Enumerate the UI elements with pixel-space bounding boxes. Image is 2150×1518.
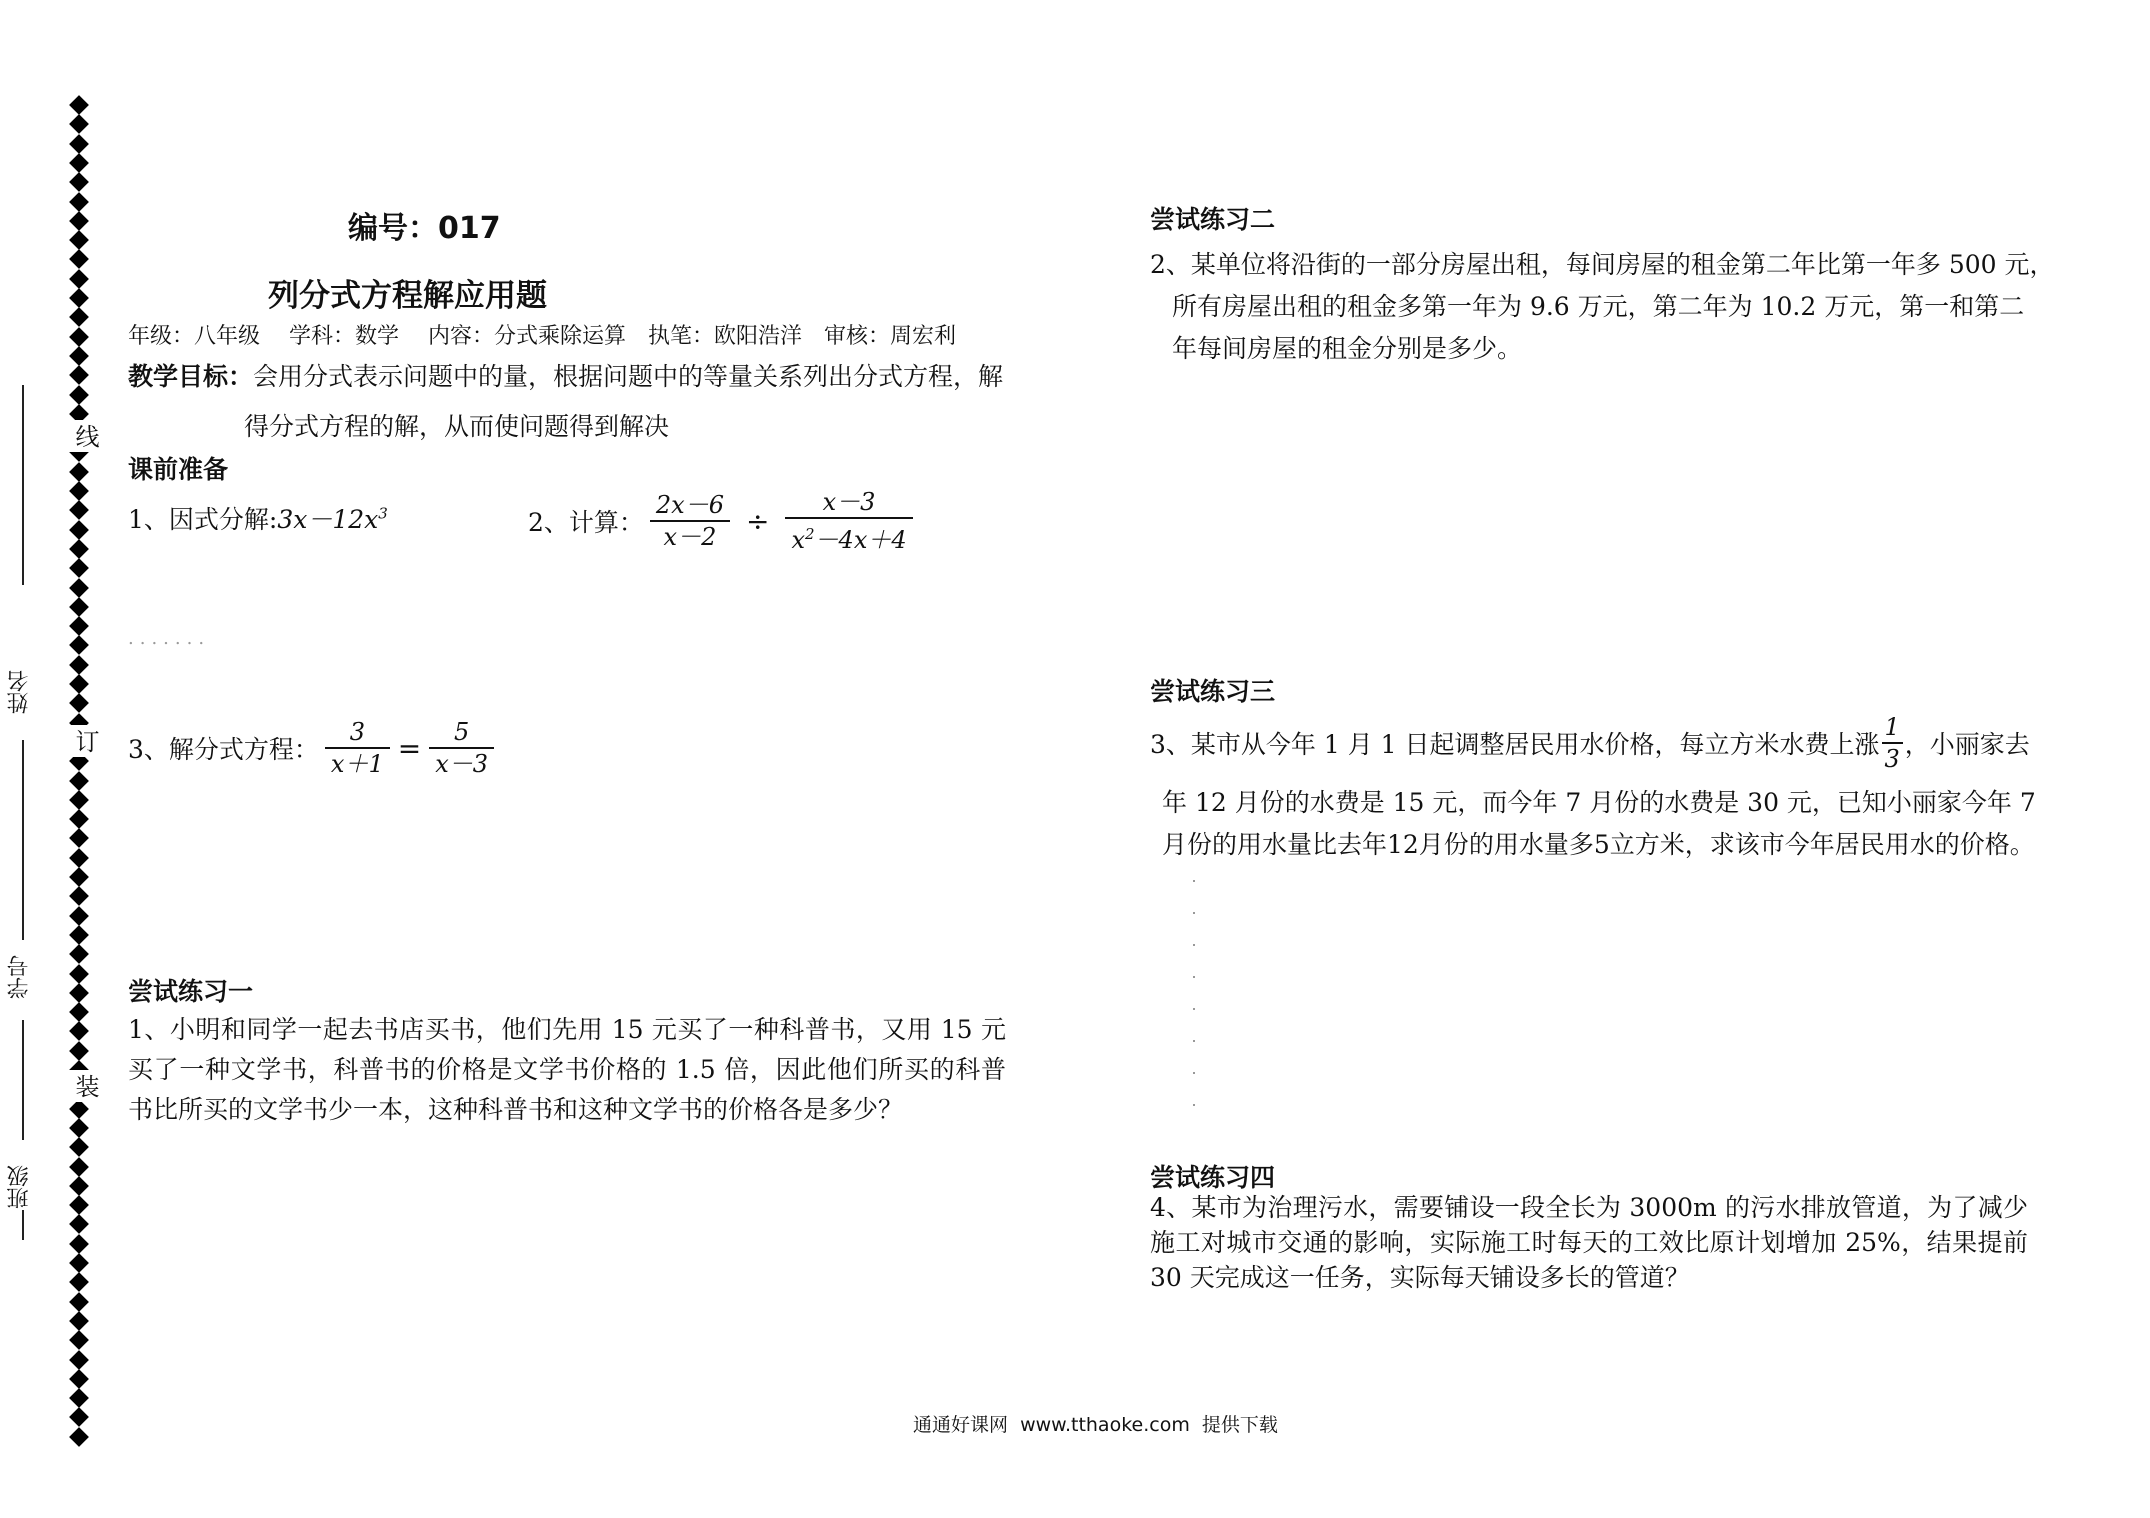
prep-q2	[528, 487, 919, 555]
q3-equals: =	[397, 731, 422, 765]
diamond-mark	[69, 114, 89, 134]
q3-right-fraction	[429, 717, 494, 779]
diamond-mark	[69, 1253, 89, 1273]
diamond-mark	[69, 886, 89, 906]
diamond-mark	[69, 1021, 89, 1041]
diamond-mark	[69, 172, 89, 192]
binding-line-top	[22, 385, 24, 585]
diamond-mark	[69, 616, 89, 636]
ex1-title: 尝试练习一	[128, 977, 254, 1006]
diamond-mark	[69, 481, 89, 501]
dot-mark	[1193, 880, 1195, 882]
diamond-mark	[69, 771, 89, 791]
diamond-mark	[69, 983, 89, 1003]
diamond-mark	[69, 578, 89, 598]
diamond-mark	[69, 192, 89, 212]
diamond-mark	[69, 1118, 89, 1138]
q3-r-num: 5	[453, 718, 470, 746]
diamond-mark	[69, 1292, 89, 1312]
diamond-mark	[69, 385, 89, 405]
q2-f2-den: $x^2-4x+4$	[791, 525, 907, 554]
ex3-frac-num: 1	[1884, 713, 1900, 741]
diamond-mark	[69, 1407, 89, 1427]
q2-f1-num: 2x－6	[655, 491, 724, 519]
bind-char-ding: 订	[68, 725, 103, 757]
diamond-mark	[69, 1041, 89, 1061]
ex3-line1	[1150, 712, 2030, 774]
dot-mark	[1193, 1104, 1195, 1106]
diamond-mark	[69, 1330, 89, 1350]
diamond-mark	[69, 539, 89, 559]
diamond-mark	[69, 906, 89, 926]
diamond-mark	[69, 1234, 89, 1254]
diamond-mark	[69, 211, 89, 231]
diamond-mark	[69, 925, 89, 945]
doc-meta: 年级：八年级 学科：数学 内容：分式乘除运算 执笔：欧阳浩洋 审核：周宏利	[128, 324, 956, 349]
binding-line-middle	[22, 740, 24, 940]
diamond-mark	[69, 693, 89, 713]
diamond-mark	[69, 655, 89, 675]
diamond-mark	[69, 1311, 89, 1331]
diamond-mark	[69, 1350, 89, 1370]
ex2-line2: 所有房屋出租的租金多第一年为 9.6 万元，第二年为 10.2 万元，第一和第二	[1172, 292, 2025, 321]
diamond-mark	[69, 1157, 89, 1177]
ex3-line1-a: 3、某市从今年 1 月 1 日起调整居民用水价格，每立方米水费上涨	[1150, 730, 1880, 759]
q3-r-den: x－3	[435, 750, 489, 778]
diamond-mark	[69, 809, 89, 829]
goal-line1: 会用分式表示问题中的量，根据问题中的等量关系列出分式方程，解	[253, 362, 1004, 391]
q1-label: 1、因式分解:	[128, 505, 278, 534]
ex4-title: 尝试练习四	[1150, 1163, 1276, 1192]
dotted-marks: .......	[128, 628, 211, 649]
diamond-mark	[69, 1195, 89, 1215]
q2-f1-den: x－2	[663, 523, 717, 551]
bind-char-zhuang: 装	[68, 1070, 103, 1102]
q2-label: 2、计算：	[528, 508, 644, 537]
q2-fraction-1	[650, 490, 730, 552]
ex4-text: 4、某市为治理污水，需要铺设一段全长为 3000m 的污水排放管道，为了减少施工对城市交通的影响，实际施工时每天的工效比原计划增加 25%，结果提前 30 天完成这一任务，实际每天铺设多长的管道？	[1150, 1193, 2028, 1292]
footer-text: 通通好课网 www.tthaoke.com 提供下载	[913, 1414, 1278, 1436]
diamond-mark	[69, 95, 89, 115]
diamond-mark	[69, 1369, 89, 1389]
diamond-mark	[69, 964, 89, 984]
dot-mark	[1193, 1040, 1195, 1042]
diamond-mark	[69, 558, 89, 578]
ex3-line2: 年 12 月份的水费是 15 元，而今年 7 月份的水费是 30 元，已知小丽家今年 7	[1162, 788, 2036, 817]
diamond-mark	[69, 1272, 89, 1292]
diamond-mark	[69, 288, 89, 308]
q3-label: 3、解分式方程：	[128, 735, 319, 764]
diamond-mark	[69, 134, 89, 154]
diamond-mark	[69, 153, 89, 173]
dot-mark	[1193, 944, 1195, 946]
dot-mark	[1193, 912, 1195, 914]
q2-divide-op: ÷	[745, 504, 770, 538]
diamond-mark	[69, 500, 89, 520]
prep-title: 课前准备	[128, 455, 229, 484]
ex2-title: 尝试练习二	[1150, 205, 1276, 234]
diamond-mark	[69, 327, 89, 347]
diamond-mark	[69, 828, 89, 848]
ex3-line1-b: ，小丽家去	[1904, 730, 2030, 759]
q1-expr: 3x－12x	[277, 505, 379, 534]
class-label: 班级	[7, 1165, 32, 1209]
diamond-mark	[69, 365, 89, 385]
dot-mark	[1193, 1072, 1195, 1074]
diamond-mark	[69, 597, 89, 617]
diamond-mark	[69, 848, 89, 868]
diamond-mark	[69, 346, 89, 366]
goal-label: 教学目标：	[128, 362, 254, 391]
diamond-mark	[69, 1214, 89, 1234]
diamond-mark	[69, 1388, 89, 1408]
diamond-mark	[69, 867, 89, 887]
doc-code: 编号：017	[348, 211, 501, 246]
diamond-mark	[69, 520, 89, 540]
diamond-mark	[69, 230, 89, 250]
ex2-line1: 2、某单位将沿街的一部分房屋出租，每间房屋的租金第二年比第一年多 500 元，	[1150, 250, 2055, 279]
diamond-mark	[69, 1427, 89, 1447]
q2-f2-num: x－3	[822, 488, 876, 516]
diamond-border	[69, 98, 91, 1438]
bind-char-line: 线	[68, 420, 103, 452]
ex3-line3: 月份的用水量比去年12月份的用水量多5立方米，求该市今年居民用水的价格。	[1162, 830, 2035, 859]
diamond-mark	[69, 269, 89, 289]
prep-q3	[128, 717, 500, 779]
ex3-title: 尝试练习三	[1150, 677, 1276, 706]
vertical-dots	[1193, 880, 1195, 1120]
q3-l-num: 3	[349, 718, 365, 746]
diamond-mark	[69, 1137, 89, 1157]
ex2-line3: 年每间房屋的租金分别是多少。	[1172, 334, 1523, 363]
doc-title: 列分式方程解应用题	[268, 278, 547, 314]
binding-line-bottom	[22, 1020, 24, 1140]
teaching-goal	[128, 360, 1003, 394]
diamond-mark	[69, 462, 89, 482]
prep-q1	[128, 500, 388, 536]
diamond-mark	[69, 635, 89, 655]
q3-left-fraction	[325, 717, 390, 779]
name-label: 姓名	[7, 670, 32, 714]
q3-l-den: x＋1	[330, 750, 384, 778]
q1-exp: 3	[378, 504, 388, 523]
diamond-mark	[69, 944, 89, 964]
binding-line-end	[22, 1210, 24, 1240]
diamond-mark	[69, 1002, 89, 1022]
dot-mark	[1193, 1008, 1195, 1010]
dot-mark	[1193, 976, 1195, 978]
diamond-mark	[69, 674, 89, 694]
ex1-text: 1、小明和同学一起去书店买书，他们先用 15 元买了一种科普书，又用 15 元买了一种文学书，科普书的价格是文学书价格的 1.5 倍，因此他们所买的科普书比所买的文学书少一本，这种科普书和这种文学书的价格各是多少？	[128, 1015, 1006, 1124]
goal-line2: 得分式方程的解，从而使问题得到解决	[244, 412, 670, 441]
diamond-mark	[69, 1176, 89, 1196]
diamond-mark	[69, 307, 89, 327]
diamond-mark	[69, 249, 89, 269]
student-no-label: 学号	[7, 955, 32, 999]
diamond-mark	[69, 790, 89, 810]
ex3-frac-den: 3	[1884, 745, 1900, 773]
q2-fraction-2	[785, 487, 912, 555]
ex3-fraction	[1882, 712, 1903, 774]
